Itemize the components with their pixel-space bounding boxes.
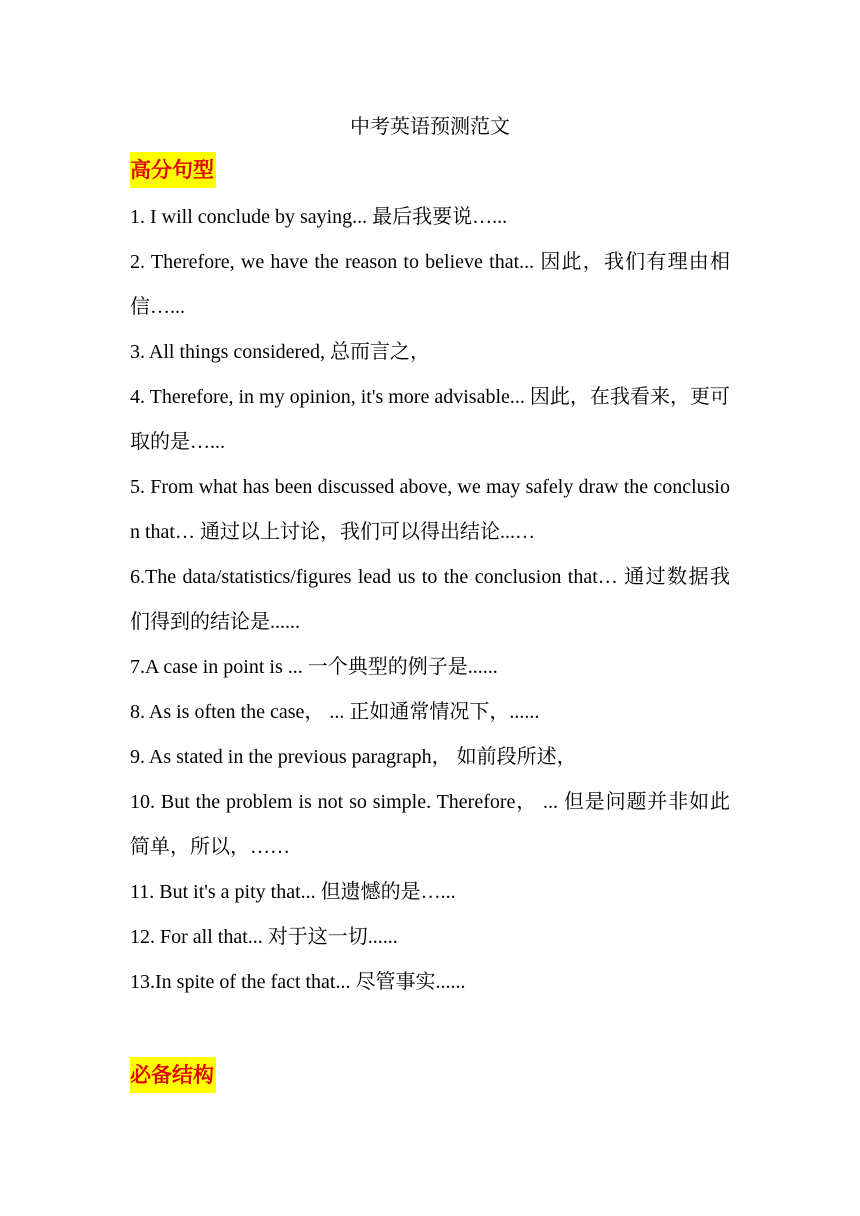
list-item: 11. But it's a pity that... 但遗憾的是…... xyxy=(130,881,456,903)
document-title: 中考英语预测范文 xyxy=(350,116,510,138)
document-page xyxy=(130,105,730,1112)
list-item: 6.The data/statistics/figures lead us to the conclusion that… 通过数据我们得到的结论是...... xyxy=(130,566,730,633)
list-item: 7.A case in point is ... 一个典型的例子是...... xyxy=(130,656,498,678)
section-heading-row xyxy=(130,150,730,195)
list-item: 9. As stated in the previous paragraph， 如前段所述， xyxy=(130,746,577,768)
list-item: 8. As is often the case， ... 正如通常情况下，...... xyxy=(130,701,540,723)
list-item: 4. Therefore, in my opinion, it's more advisable... 因此，在我看来，更可取的是…... xyxy=(130,386,730,453)
blank-line xyxy=(130,1005,730,1050)
list-item: 2. Therefore, we have the reason to believe that... 因此，我们有理由相信…... xyxy=(130,251,730,318)
list-item: 3. All things considered, 总而言之， xyxy=(130,341,430,363)
section-heading-row xyxy=(130,1057,730,1112)
list-item: 5. From what has been discussed above, we may safely draw the conclusion that… 通过以上讨论，我们可以得出结论...… xyxy=(130,476,730,543)
list-item: 10. But the problem is not so simple. Therefore， ... 但是问题并非如此简单，所以，…… xyxy=(130,791,730,858)
list-item: 1. I will conclude by saying... 最后我要说…... xyxy=(130,206,508,228)
sentence-list xyxy=(130,195,730,1005)
section-heading-essential-structures: 必备结构 xyxy=(130,1057,216,1093)
section-heading-high-score-sentences: 高分句型 xyxy=(130,152,216,188)
list-item: 13.In spite of the fact that... 尽管事实...... xyxy=(130,971,466,993)
list-item: 12. For all that... 对于这一切...... xyxy=(130,926,398,948)
